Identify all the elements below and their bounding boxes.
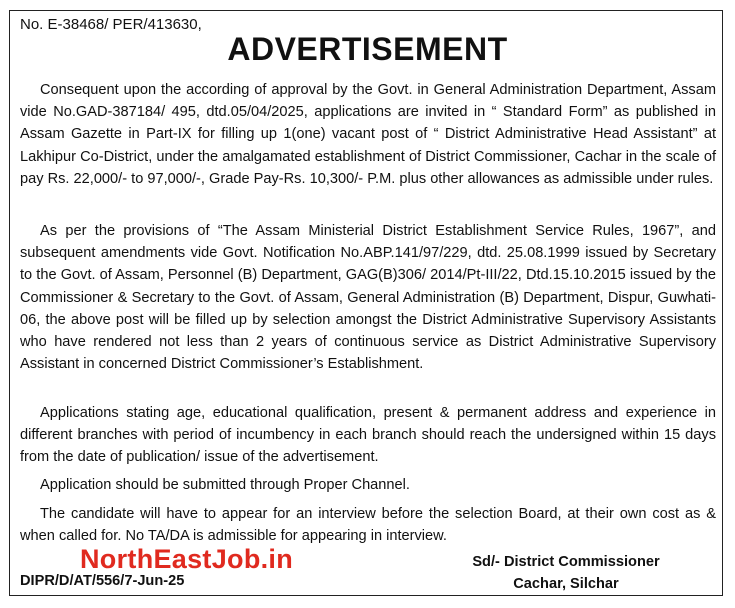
signature-title: Sd/- District Commissioner: [472, 554, 660, 570]
advertisement-title: ADVERTISEMENT: [227, 31, 508, 67]
signature-block: [420, 551, 712, 595]
reference-number: No. E-38468/ PER/413630,: [20, 16, 202, 33]
paragraph-approval: Consequent upon the according of approval by the Govt. in General Administration Department, Assam vide No.GAD-387184/ 495, dtd.05/04/2025, applications are invited in “ Standard Form” as published in Assam Gazette in Part-IX for filling up 1(one) vacant post of “ District Administrative Head Assistant” at Lakhipur Co-District, under the amalgamated establishment of District Commissioner, Cachar in the scale of pay Rs. 22,000/- to 97,000/-, Grade Pay-Rs. 10,300/- P.M. plus other allowances as admissible under rules.: [20, 82, 716, 187]
paragraph-rules: As per the provisions of “The Assam Ministerial District Establishment Service Rules, 1967”, and subsequent amendments vide Govt. Notification No.ABP.141/97/229, dtd. 25.08.1999 issued by Secretary to the Govt. of Assam, Personnel (B) Department, GAG(B)306/ 2014/Pt-III/22, Dtd.15.10.2015 issued by the Commissioner & Secretary to the Govt. of Assam, General Administration (B) Department, Dispur, Guwhati-06, the above post will be filled up by selection amongst the District Administrative Supervisory Assistants who have rendered not less than 2 years of continuous service as District Administrative Supervisory Assistant in concerned District Commissioner’s Establishment.: [20, 223, 716, 373]
paragraph-interview: The candidate will have to appear for an interview before the selection Board, at their own cost as & when called for. No TA/DA is admissible for appearing in interview.: [20, 506, 716, 545]
paragraph-application-details: Applications stating age, educational qualification, present & permanent address and experience in different branches with period of incumbency in each branch should reach the undersigned within 15 days from the date of publication/ issue of the advertisement.: [20, 405, 716, 466]
watermark-logo: NorthEastJob.in: [80, 544, 294, 574]
paragraph-proper-channel: Application should be submitted through Proper Channel.: [40, 477, 410, 493]
dipr-number: DIPR/D/AT/556/7-Jun-25: [20, 573, 185, 589]
signature-location: Cachar, Silchar: [513, 576, 619, 592]
